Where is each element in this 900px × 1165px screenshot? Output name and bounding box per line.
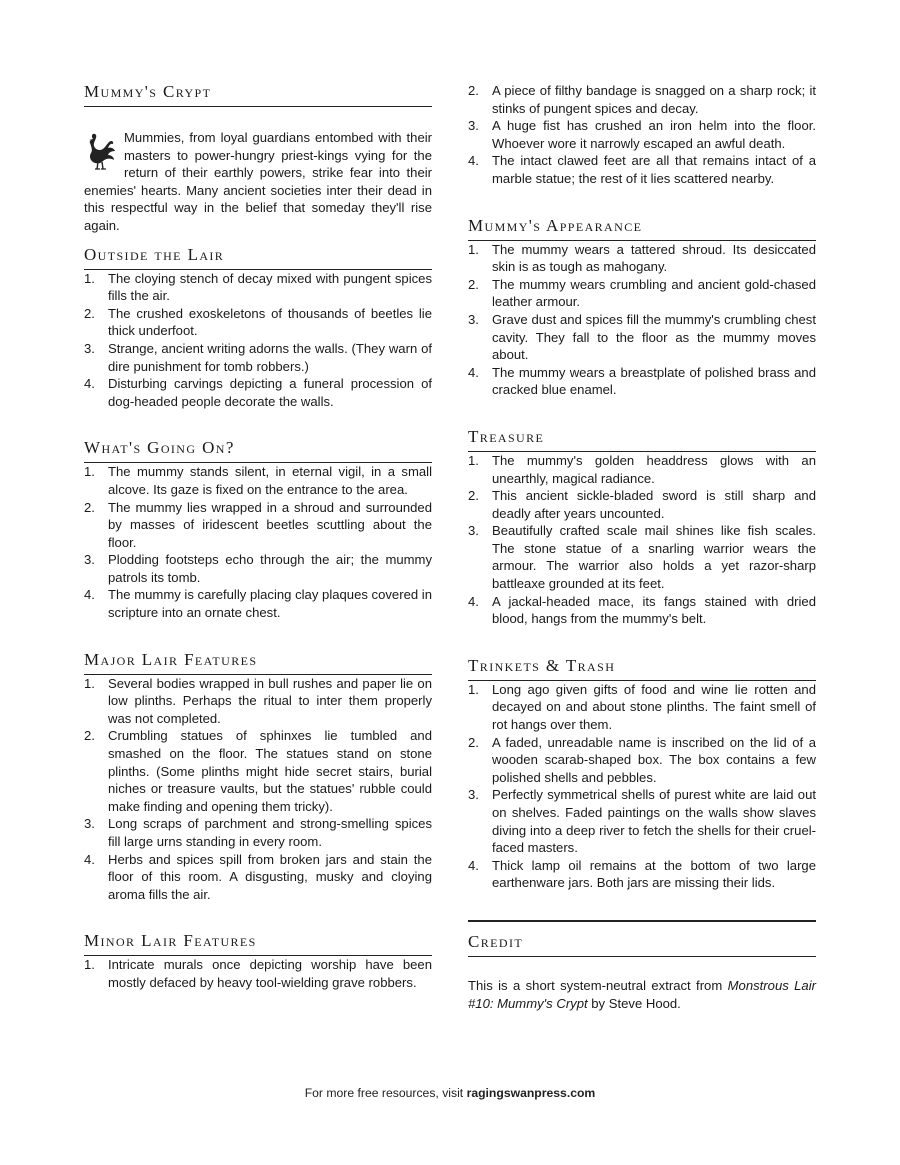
list-item: 2. Crumbling statues of sphinxes lie tumbled and smashed on the floor. The statues stand on stone plinths. (Some plinths might hide secret stairs, burial niches or treasure vaults, but the statues' rubble could make finding and opening them tricky). (84, 728, 432, 814)
list-item: 3. Plodding footsteps echo through the air; the mummy patrols its tomb. (84, 552, 432, 585)
list-item: 1. Several bodies wrapped in bull rushes and paper lie on low plinths. Perhaps the ritual to inter them properly was not completed. (84, 675, 432, 726)
minor-lair-features-list-part1 (84, 956, 432, 991)
intro-paragraph (84, 129, 432, 235)
list-item: 1. Long ago given gifts of food and wine lie rotten and decayed on and about stone plinths. The faint smell of rot hangs over them. (468, 681, 816, 733)
list-item: 4. The mummy is carefully placing clay plaques covered in scripture into an ornate chest. (84, 587, 432, 621)
list-item: 1. The mummy's golden headdress glows with an unearthly, magical radiance. (468, 452, 816, 486)
whats-going-on-heading: What's Going On? (84, 438, 432, 463)
list-item: 1. The mummy wears a tattered shroud. Its desiccated skin is as tough as mahogany. (468, 241, 816, 275)
treasure-heading: Treasure (468, 427, 816, 452)
major-lair-features-heading: Major Lair Features (84, 650, 432, 675)
book-title: Monstrous Lair #10: Mummy's Crypt (468, 977, 816, 1011)
swan-logo-icon (84, 131, 118, 175)
list-item: 4. Disturbing carvings depicting a funeral procession of dog-headed people decorate the walls. (84, 376, 432, 409)
intro-text: Mummies, from loyal guardians entombed with their masters to power-hungry priest-kings vying for the return of their earthly powers, strike fear into their enemies' hearts. Many ancient societies inter their dead in this respectful way in the belief that someday they'll rise again. (84, 130, 432, 233)
outside-lair-heading: Outside the Lair (84, 245, 432, 270)
minor-lair-features-list-part2 (468, 82, 816, 188)
treasure-list (468, 452, 816, 628)
list-item: 2. This ancient sickle-bladed sword is still sharp and deadly after years uncounted. (468, 488, 816, 521)
right-column (468, 82, 816, 1012)
major-lair-features-list (84, 675, 432, 904)
list-item: 2. The crushed exoskeletons of thousands of beetles lie thick underfoot. (84, 305, 432, 339)
list-item: 3. Beautifully crafted scale mail shines like fish scales. The stone statue of a snarling warrior wears the armour. The warrior also holds a yet razor-sharp battleaxe grounded at its feet. (468, 523, 816, 592)
list-item: 2. A faded, unreadable name is inscribed on the lid of a wooden scarab-shaped box. The box contains a few polished shells and pebbles. (468, 734, 816, 785)
list-item: 3. Grave dust and spices fill the mummy's crumbling chest cavity. They fall to the floor as the mummy moves about. (468, 311, 816, 363)
list-item: 1. Intricate murals once depicting worship have been mostly defaced by heavy tool-wielding grave robbers. (84, 957, 432, 990)
list-item: 2. A piece of filthy bandage is snagged on a sharp rock; it stinks of pungent spices and decay. (468, 83, 816, 116)
minor-lair-features-heading: Minor Lair Features (84, 931, 432, 956)
mummys-appearance-list (468, 241, 816, 399)
list-item: 4. The intact clawed feet are all that remains intact of a marble statue; the rest of it lies scattered nearby. (468, 153, 816, 186)
mummys-appearance-heading: Mummy's Appearance (468, 216, 816, 241)
credit-heading: Credit (468, 920, 816, 957)
credit-text: This is a short system-neutral extract from Monstrous Lair #10: Mummy's Crypt by Steve Hood. (468, 977, 816, 1011)
list-item: 3. Strange, ancient writing adorns the walls. (They warn of dire punishment for tomb robbers.) (84, 340, 432, 374)
list-item: 1. The mummy stands silent, in eternal vigil, in a small alcove. Its gaze is fixed on the entrance to the area. (84, 464, 432, 497)
website-link[interactable]: ragingswanpress.com (466, 1086, 596, 1100)
page-title: Mummy's Crypt (84, 82, 432, 107)
whats-going-on-list (84, 463, 432, 621)
list-item: 3. Long scraps of parchment and strong-smelling spices fill large urns standing in every room. (84, 816, 432, 849)
list-item: 4. Herbs and spices spill from broken jars and stain the floor of this room. A disgusting, musky and cloying aroma fills the air. (84, 851, 432, 902)
footer: For more free resources, visit ragingswanpress.com (304, 1086, 596, 1100)
list-item: 4. A jackal-headed mace, its fangs stained with dried blood, hangs from the mummy's belt. (468, 593, 816, 627)
list-item: 4. The mummy wears a breastplate of polished brass and cracked blue enamel. (468, 364, 816, 398)
trinkets-trash-heading: Trinkets & Trash (468, 656, 816, 681)
list-item: 1. The cloying stench of decay mixed with pungent spices fills the air. (84, 270, 432, 304)
trinkets-trash-list (468, 681, 816, 892)
list-item: 3. A huge fist has crushed an iron helm into the floor. Whoever wore it narrowly escaped an awful death. (468, 118, 816, 151)
list-item: 2. The mummy lies wrapped in a shroud and surrounded by masses of iridescent beetles scuttling about the floor. (84, 499, 432, 550)
list-item: 2. The mummy wears crumbling and ancient gold-chased leather armour. (468, 276, 816, 310)
left-column (84, 82, 432, 992)
outside-lair-list (84, 270, 432, 411)
list-item: 4. Thick lamp oil remains at the bottom of two large earthenware jars. Both jars are missing their lids. (468, 857, 816, 891)
list-item: 3. Perfectly symmetrical shells of purest white are laid out on shelves. Faded paintings on the walls show slaves diving into a deep river to fetch the shells for their cruel-faced masters. (468, 787, 816, 856)
